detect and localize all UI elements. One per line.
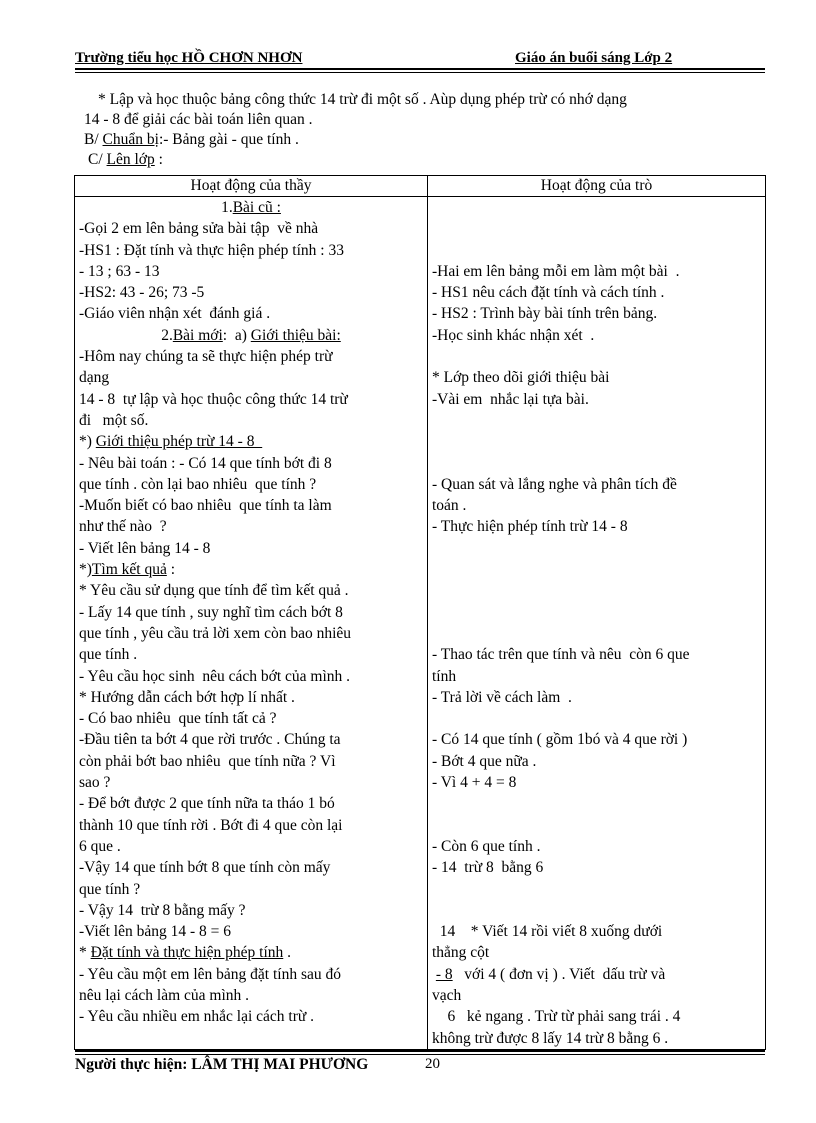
student-line (432, 815, 761, 836)
student-line-text: - Thực hiện phép tính trừ 14 - 8 (431, 518, 628, 536)
preparation-line (84, 130, 764, 150)
student-line-text: -Hai em lên bảng mỗi em làm một bài . (431, 262, 680, 280)
teacher-line-text: dạng (79, 369, 110, 387)
prep-label: Chuẩn bị (102, 131, 159, 148)
student-line-text: 6 kẻ ngang . Trừ từ phải sang trái . 4 (431, 1008, 681, 1026)
teacher-line-text: - Có bao nhiêu que tính tất cả ? (79, 710, 277, 728)
teacher-line-text: que tính , yêu cầu trả lời xem còn bao nhiêu (79, 624, 352, 642)
student-line (432, 836, 761, 857)
student-line (432, 261, 761, 282)
student-line (432, 729, 761, 750)
student-line-text: - Thao tác trên que tính và nêu còn 6 que (431, 646, 690, 664)
teacher-activities (75, 197, 428, 1050)
teacher-line (79, 793, 423, 814)
footer-rule-thin (75, 1054, 765, 1055)
teacher-line (79, 815, 423, 836)
teacher-line-text: -HS1 : Đặt tính và thực hiện phép tính : 33 (79, 241, 344, 259)
teacher-line (79, 751, 423, 772)
student-line (432, 879, 761, 900)
teacher-line (79, 453, 423, 474)
student-line (432, 282, 761, 303)
student-line (432, 687, 761, 708)
teacher-line (79, 644, 423, 665)
teacher-line (79, 538, 423, 559)
student-activities (427, 197, 765, 1050)
teacher-line-text: -HS2: 43 - 26; 73 -5 (79, 284, 205, 302)
student-line-text: - HS1 nêu cách đặt tính và cách tính . (431, 284, 665, 302)
student-column-header: Hoạt động của trò (427, 176, 765, 197)
student-line (432, 1006, 761, 1027)
header-rule-thin (75, 72, 765, 73)
teacher-line (79, 303, 423, 324)
table-header-row (75, 176, 766, 197)
teacher-line-post: . (283, 944, 292, 962)
teacher-line-pre: *) (79, 561, 92, 579)
teacher-line (79, 921, 423, 942)
teacher-line (79, 580, 423, 601)
author-line: Người thực hiện: LÂM THỊ MAI PHƯƠNG (75, 1056, 369, 1073)
teacher-line-text: - Nêu bài toán : - Có 14 que tính bớt đi 8 (79, 454, 332, 472)
teacher-line-text: sao ? (79, 774, 111, 792)
teacher-line (79, 623, 423, 644)
student-line-text: 14 * Viết 14 rồi viết 8 xuống dưới (431, 923, 663, 941)
teacher-line-text: que tính ? (79, 880, 141, 898)
teacher-line (79, 857, 423, 878)
student-line-text: * Lớp theo dõi giới thiệu bài (431, 369, 610, 387)
student-line (432, 857, 761, 878)
student-line-text: toán . (431, 497, 467, 515)
class-line (84, 150, 764, 170)
objective-line: * Lập và học thuộc bảng công thức 14 trừ đi một số . Aùp dụng phép trừ có nhớ dạng (98, 91, 627, 108)
student-line (432, 538, 761, 559)
teacher-line-text: -Giáo viên nhận xét đánh giá . (79, 305, 271, 323)
student-line (432, 240, 761, 261)
prep-text: :- Bảng gài - que tính . (158, 131, 299, 148)
teacher-line (79, 346, 423, 367)
teacher-line-text: - 13 ; 63 - 13 (79, 262, 160, 280)
teacher-line-post: : (166, 561, 176, 579)
teacher-line (79, 282, 423, 303)
student-line (432, 942, 761, 963)
teacher-line (79, 218, 423, 239)
teacher-line (79, 240, 423, 261)
teacher-line (79, 687, 423, 708)
student-line-text: - Trả lời về cách làm . (431, 688, 572, 706)
student-line-post: với 4 ( đơn vị ) . Viết dấu trừ và (452, 965, 666, 983)
student-line (432, 1028, 761, 1049)
teacher-line (79, 389, 423, 410)
teacher-line (79, 602, 423, 623)
teacher-line-text: - Để bớt được 2 que tính nữa ta tháo 1 bó (79, 795, 335, 813)
teacher-line-text: nêu lại cách làm của mình . (79, 986, 250, 1004)
teacher-line (79, 325, 423, 346)
teacher-line-text: - Yêu cầu học sinh nêu cách bớt của mình . (79, 667, 351, 685)
student-line-text: - 14 trừ 8 bằng 6 (431, 859, 544, 877)
student-line (432, 708, 761, 729)
school-name: Trường tiểu học HỒ CHƠN NHƠN (75, 50, 303, 66)
teacher-line (79, 772, 423, 793)
teacher-line-text: - Viết lên bảng 14 - 8 (79, 539, 211, 557)
student-line (432, 900, 761, 921)
teacher-line-u: Bài cũ : (232, 199, 281, 216)
teacher-column-header: Hoạt động của thầy (75, 176, 428, 197)
teacher-line (79, 197, 423, 218)
student-line (432, 389, 761, 410)
student-line-text: -Học sinh khác nhận xét . (431, 326, 595, 344)
teacher-line (79, 985, 423, 1006)
teacher-line (79, 900, 423, 921)
student-line-text: tính (431, 667, 457, 685)
teacher-line (79, 1006, 423, 1027)
teacher-line-text: * Yêu cầu sử dụng que tính để tìm kết quả . (79, 582, 349, 600)
student-line (432, 367, 761, 388)
teacher-line-u: Bài mới (172, 326, 223, 344)
student-line (432, 218, 761, 239)
student-line-text: không trừ được 8 lấy 14 trừ 8 bằng 6 . (431, 1029, 669, 1047)
teacher-line-mid: : a) (222, 326, 251, 344)
teacher-line-text: - Vậy 14 trừ 8 bằng mấy ? (79, 901, 246, 919)
teacher-line-text: - Yêu cầu một em lên bảng đặt tính sau đó (79, 965, 341, 983)
student-line (432, 644, 761, 665)
student-line (432, 516, 761, 537)
teacher-line-text: que tính . còn lại bao nhiêu que tính ? (79, 475, 317, 493)
teacher-line-u: Giới thiệu phép trừ 14 - 8 (95, 433, 263, 451)
student-line-text: - Quan sát và lắng nghe và phân tích đề (431, 475, 677, 493)
teacher-line (79, 516, 423, 537)
student-line (432, 793, 761, 814)
teacher-line (79, 495, 423, 516)
teacher-line-text: -Muốn biết có bao nhiêu que tính ta làm (79, 497, 332, 515)
student-line-text: - Còn 6 que tính . (431, 837, 541, 855)
teacher-line-pre: * (79, 944, 91, 962)
student-line (432, 346, 761, 367)
teacher-line (79, 708, 423, 729)
lesson-plan-title: Giáo án buổi sáng Lớp 2 (515, 50, 673, 66)
class-prefix: C/ (88, 151, 107, 168)
teacher-line (79, 964, 423, 985)
student-line (432, 666, 761, 687)
teacher-line-text: như thế nào ? (79, 518, 167, 536)
student-line-text: - Có 14 que tính ( gồm 1bó và 4 que rời ) (431, 731, 688, 749)
student-line-text: - Bớt 4 que nữa . (431, 752, 537, 770)
student-line (432, 602, 761, 623)
teacher-line-u2: Giới thiệu bài: (250, 326, 341, 344)
student-line-text: - HS2 : Trình bày bài tính trên bảng. (431, 305, 658, 323)
teacher-line (79, 559, 423, 580)
student-line-text: -Vài em nhắc lại tựa bài. (431, 390, 589, 408)
teacher-line-pre: *) (79, 433, 96, 451)
teacher-line-text: 14 - 8 tự lập và học thuộc công thức 14 trừ (79, 390, 348, 408)
teacher-line (79, 666, 423, 687)
objective-line-cont: 14 - 8 để giải các bài toán liên quan . (84, 111, 313, 128)
teacher-line (79, 836, 423, 857)
student-line (432, 474, 761, 495)
header-rule (75, 68, 765, 70)
intro-section (84, 90, 764, 170)
table-body-row (75, 197, 766, 1050)
activity-table (74, 175, 766, 1050)
student-line (432, 964, 761, 985)
student-line-text: thẳng cột (431, 944, 490, 962)
student-line (432, 985, 761, 1006)
student-line-text: vạch (431, 986, 462, 1004)
student-line (432, 623, 761, 644)
teacher-line-text: đi một số. (79, 411, 149, 429)
page-number: 20 (425, 1056, 440, 1072)
student-line (432, 772, 761, 793)
teacher-line-text: -Gọi 2 em lên bảng sửa bài tập về nhà (79, 220, 319, 238)
prep-prefix: B/ (84, 131, 103, 148)
teacher-line-text: còn phải bớt bao nhiêu que tính nữa ? Vì (79, 752, 336, 770)
teacher-line-text: -Vậy 14 que tính bớt 8 que tính còn mấy (79, 859, 331, 877)
teacher-line (79, 879, 423, 900)
student-line (432, 303, 761, 324)
teacher-line-text: que tính . (79, 646, 138, 664)
student-line (432, 921, 761, 942)
student-line-text: - Vì 4 + 4 = 8 (431, 774, 517, 792)
teacher-line (79, 431, 423, 452)
student-line (432, 431, 761, 452)
student-line (432, 751, 761, 772)
teacher-line-text: - Yêu cầu nhiều em nhắc lại cách trừ . (79, 1008, 315, 1026)
student-line (432, 580, 761, 601)
page-header (75, 50, 765, 68)
student-line-u: - 8 (435, 965, 453, 983)
teacher-line-text: thành 10 que tính rời . Bớt đi 4 que còn lại (79, 816, 343, 834)
teacher-line (79, 410, 423, 431)
teacher-line-text: - Lấy 14 que tính , suy nghĩ tìm cách bớt 8 (79, 603, 343, 621)
student-line (432, 559, 761, 580)
student-line (432, 325, 761, 346)
teacher-line-text: * Hướng dẫn cách bớt hợp lí nhất . (79, 688, 295, 706)
class-label: Lên lớp (106, 151, 155, 168)
teacher-line-text: -Viết lên bảng 14 - 8 = 6 (79, 923, 232, 941)
teacher-line-text: 6 que . (79, 837, 121, 855)
teacher-line-u: Tìm kết quả (91, 561, 167, 579)
teacher-line (79, 367, 423, 388)
student-line (432, 453, 761, 474)
teacher-line-pre: 1. (221, 199, 233, 216)
footer-rule (75, 1050, 765, 1052)
teacher-line (79, 729, 423, 750)
teacher-line-text: -Đầu tiên ta bớt 4 que rời trước . Chúng ta (79, 731, 341, 749)
teacher-line-text: -Hôm nay chúng ta sẽ thực hiện phép trừ (79, 348, 333, 366)
student-line (432, 410, 761, 431)
student-line (432, 495, 761, 516)
teacher-line (79, 942, 423, 963)
teacher-line (79, 474, 423, 495)
student-line (432, 197, 761, 218)
teacher-line-pre: 2. (161, 326, 173, 344)
teacher-line-u: Đặt tính và thực hiện phép tính (90, 944, 284, 962)
teacher-line (79, 261, 423, 282)
class-suffix: : (154, 151, 163, 168)
